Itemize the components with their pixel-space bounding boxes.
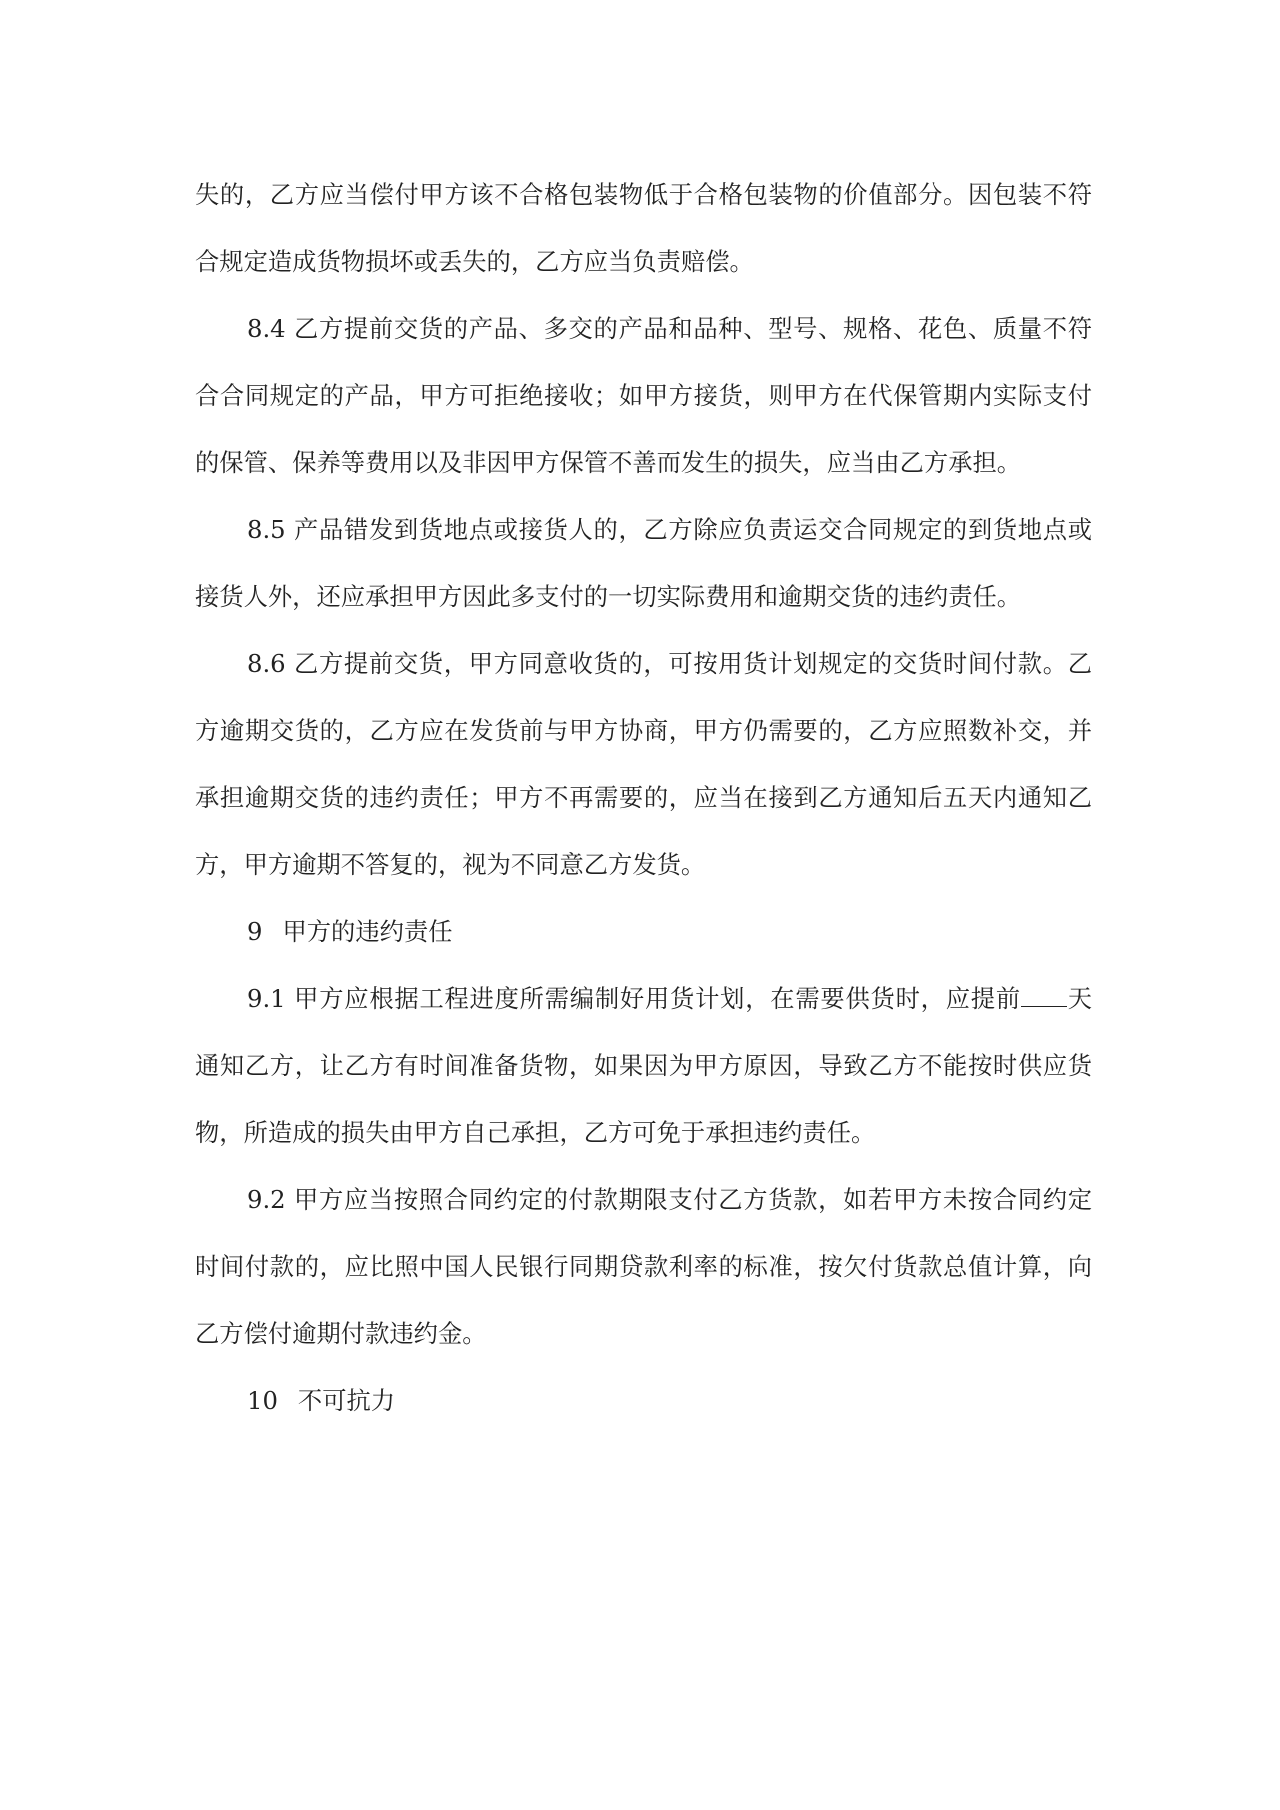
paragraph-9-1-text-b: 天通知乙方，让乙方有时间准备货物，如果因为甲方原因，导致乙方不能按时供应货物，所造成的损失由甲方自己承担，乙方可免于承担违约责任。: [195, 984, 1092, 1147]
paragraph-8-5: 8.5 产品错发到货地点或接货人的，乙方除应负责运交合同规定的到货地点或接货人外，还应承担甲方因此多支付的一切实际费用和逾期交货的违约责任。: [195, 515, 1092, 611]
paragraph-8-6: 8.6 乙方提前交货，甲方同意收货的，可按用货计划规定的交货时间付款。乙方逾期交货的，乙方应在发货前与甲方协商，甲方仍需要的，乙方应照数补交，并承担逾期交货的违约责任；甲方不再需要的，应当在接到乙方通知后五天内通知乙方，甲方逾期不答复的，视为不同意乙方发货。: [195, 649, 1092, 879]
paragraph-8-4: 8.4 乙方提前交货的产品、多交的产品和品种、型号、规格、花色、质量不符合合同规定的产品，甲方可拒绝接收；如甲方接货，则甲方在代保管期内实际支付的保管、保养等费用以及非因甲方保管不善而发生的损失，应当由乙方承担。: [195, 314, 1092, 477]
section-10-title: 不可抗力: [297, 1386, 396, 1415]
section-10-number: 10: [247, 1386, 278, 1415]
paragraph-9-1: [195, 965, 1092, 1166]
section-10-heading: [195, 1367, 1092, 1434]
section-9-heading: [195, 898, 1092, 965]
section-9-title: 甲方的违约责任: [282, 917, 453, 946]
fill-in-blank-days: [1021, 986, 1067, 1007]
paragraph-9-2: 9.2 甲方应当按照合同约定的付款期限支付乙方货款，如若甲方未按合同约定时间付款的，应比照中国人民银行同期贷款利率的标准，按欠付货款总值计算，向乙方偿付逾期付款违约金。: [195, 1185, 1092, 1348]
section-9-number: 9: [247, 917, 263, 946]
paragraph-8-3-continued: 失的，乙方应当偿付甲方该不合格包装物低于合格包装物的价值部分。因包装不符合规定造成货物损坏或丢失的，乙方应当负责赔偿。: [195, 180, 1092, 276]
paragraph-9-1-text-a: 9.1 甲方应根据工程进度所需编制好用货计划，在需要供货时，应提前: [247, 984, 1021, 1013]
document-page: [195, 161, 1092, 1434]
